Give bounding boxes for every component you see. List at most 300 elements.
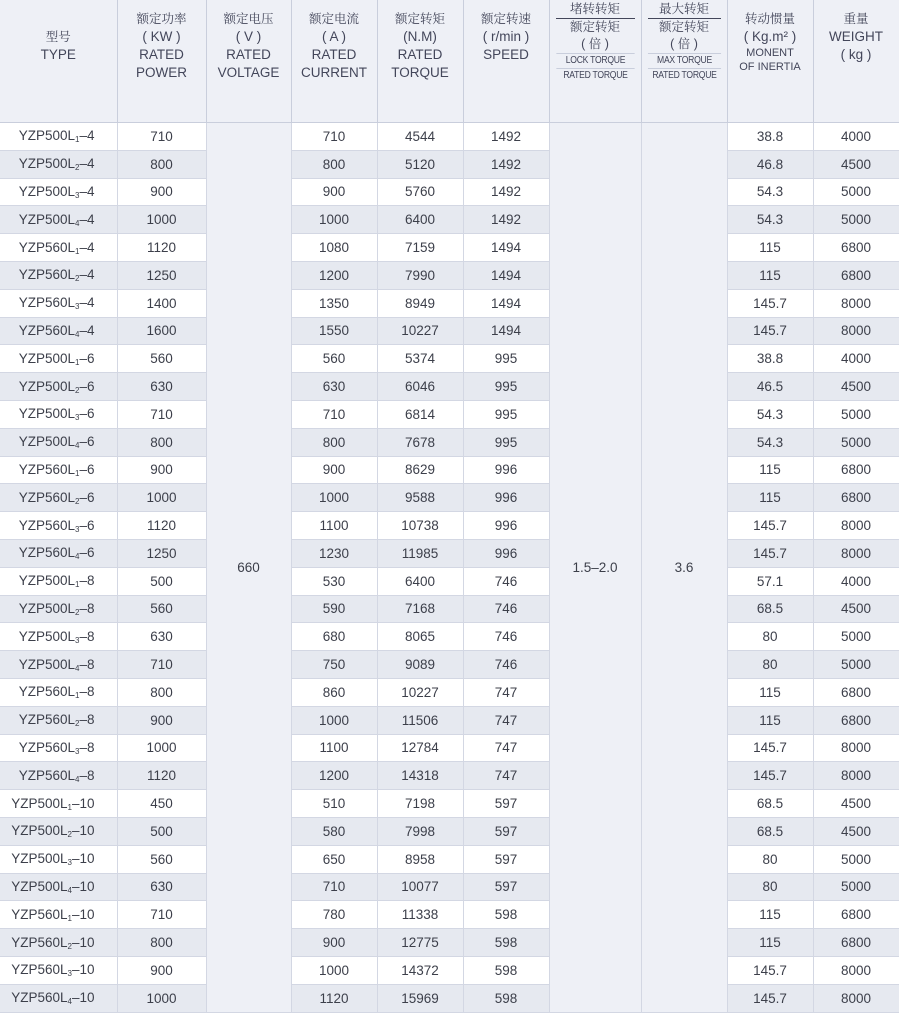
header-current-cn: 额定电流: [308, 12, 359, 26]
model-subscript: 2: [75, 274, 80, 284]
weight-cell: 8000: [813, 289, 899, 317]
model-prefix: YZP500L: [18, 573, 76, 589]
header-torque-cn: 额定转矩: [394, 12, 445, 26]
weight-cell: 5000: [813, 400, 899, 428]
model-suffix: –10: [71, 878, 95, 894]
current-cell: 590: [291, 595, 377, 623]
weight-cell: 8000: [813, 762, 899, 790]
model-subscript: 1: [75, 246, 80, 256]
model-suffix: –8: [79, 628, 95, 644]
power-cell: 900: [117, 956, 206, 984]
torque-cell: 11985: [377, 539, 463, 567]
speed-cell: 1494: [463, 234, 549, 262]
torque-cell: 11506: [377, 706, 463, 734]
current-cell: 900: [291, 456, 377, 484]
model-cell: [0, 678, 117, 706]
header-current: [291, 0, 377, 123]
weight-cell: 8000: [813, 984, 899, 1012]
model-subscript: 1: [75, 580, 80, 590]
header-max-ratio-en1: MAX TORQUE: [647, 53, 720, 68]
table-row: [0, 706, 899, 734]
model-cell: [0, 206, 117, 234]
model-cell: [0, 373, 117, 401]
model-cell: [0, 178, 117, 206]
torque-cell: 7168: [377, 595, 463, 623]
table-row: [0, 123, 899, 151]
header-voltage-en2: VOLTAGE: [217, 65, 280, 80]
header-speed-unit: ( r/min ): [482, 29, 530, 44]
model-suffix: –4: [79, 128, 95, 144]
power-cell: 1600: [117, 317, 206, 345]
model-cell: [0, 317, 117, 345]
power-cell: 1250: [117, 261, 206, 289]
weight-cell: 6800: [813, 706, 899, 734]
model-prefix: YZP560L: [18, 767, 76, 783]
table-row: [0, 512, 899, 540]
inertia-cell: 145.7: [727, 317, 813, 345]
current-cell: 1200: [291, 261, 377, 289]
torque-cell: 14372: [377, 956, 463, 984]
table-row: [0, 790, 899, 818]
inertia-cell: 80: [727, 623, 813, 651]
inertia-cell: 80: [727, 845, 813, 873]
table-row: [0, 678, 899, 706]
speed-cell: 598: [463, 956, 549, 984]
current-cell: 860: [291, 678, 377, 706]
weight-cell: 6800: [813, 234, 899, 262]
speed-cell: 1492: [463, 123, 549, 151]
header-lock-ratio-bottom: 额定转矩: [556, 18, 635, 35]
table-row: [0, 595, 899, 623]
speed-cell: 597: [463, 817, 549, 845]
model-prefix: YZP500L: [18, 406, 76, 422]
table-row: [0, 150, 899, 178]
weight-cell: 5000: [813, 623, 899, 651]
current-cell: 710: [291, 400, 377, 428]
model-suffix: –8: [79, 712, 95, 728]
current-cell: 1100: [291, 512, 377, 540]
model-prefix: YZP500L: [11, 795, 68, 811]
model-subscript: 3: [75, 413, 80, 423]
inertia-cell: 145.7: [727, 734, 813, 762]
inertia-cell: 145.7: [727, 762, 813, 790]
power-cell: 1120: [117, 234, 206, 262]
power-cell: 1000: [117, 206, 206, 234]
table-row: [0, 623, 899, 651]
model-suffix: –8: [79, 684, 95, 700]
model-prefix: YZP500L: [18, 156, 76, 172]
model-suffix: –4: [79, 156, 95, 172]
table-row: [0, 539, 899, 567]
speed-cell: 1492: [463, 178, 549, 206]
power-cell: 710: [117, 400, 206, 428]
inertia-cell: 115: [727, 929, 813, 957]
header-voltage: [206, 0, 291, 123]
table-row: [0, 956, 899, 984]
power-cell: 1250: [117, 539, 206, 567]
table-row: [0, 261, 899, 289]
inertia-cell: 115: [727, 484, 813, 512]
max-ratio-cell: 3.6: [641, 123, 727, 1013]
model-suffix: –4: [79, 183, 95, 199]
model-prefix: YZP500L: [11, 851, 68, 867]
weight-cell: 6800: [813, 929, 899, 957]
power-cell: 710: [117, 651, 206, 679]
model-prefix: YZP500L: [18, 434, 76, 450]
torque-cell: 5120: [377, 150, 463, 178]
header-speed: [463, 0, 549, 123]
model-prefix: YZP560L: [18, 545, 76, 561]
current-cell: 1000: [291, 484, 377, 512]
table-row: [0, 845, 899, 873]
current-cell: 680: [291, 623, 377, 651]
inertia-cell: 145.7: [727, 984, 813, 1012]
speed-cell: 1492: [463, 206, 549, 234]
model-subscript: 4: [67, 885, 72, 895]
model-cell: [0, 984, 117, 1012]
model-prefix: YZP560L: [18, 739, 76, 755]
torque-cell: 8065: [377, 623, 463, 651]
weight-cell: 4000: [813, 345, 899, 373]
torque-cell: 12784: [377, 734, 463, 762]
header-weight-unit: ( kg ): [840, 47, 872, 62]
model-cell: [0, 428, 117, 456]
model-prefix: YZP500L: [18, 628, 76, 644]
speed-cell: 996: [463, 539, 549, 567]
model-suffix: –6: [79, 434, 95, 450]
model-subscript: 1: [75, 135, 80, 145]
model-subscript: 2: [75, 163, 80, 173]
model-suffix: –6: [79, 545, 95, 561]
model-prefix: YZP560L: [18, 322, 76, 338]
header-max-ratio-top: 最大转矩: [658, 2, 709, 16]
lock-ratio-cell: 1.5–2.0: [549, 123, 641, 1013]
current-cell: 650: [291, 845, 377, 873]
table-row: [0, 400, 899, 428]
power-cell: 800: [117, 428, 206, 456]
inertia-cell: 54.3: [727, 428, 813, 456]
inertia-cell: 115: [727, 706, 813, 734]
speed-cell: 995: [463, 373, 549, 401]
model-cell: [0, 929, 117, 957]
model-suffix: –6: [79, 489, 95, 505]
header-max-ratio-unit: ( 倍 ): [670, 37, 698, 51]
model-suffix: –8: [79, 656, 95, 672]
power-cell: 450: [117, 790, 206, 818]
current-cell: 560: [291, 345, 377, 373]
table-row: [0, 873, 899, 901]
torque-cell: 8629: [377, 456, 463, 484]
model-subscript: 1: [75, 691, 80, 701]
weight-cell: 5000: [813, 845, 899, 873]
model-cell: [0, 456, 117, 484]
weight-cell: 5000: [813, 651, 899, 679]
torque-cell: 7198: [377, 790, 463, 818]
power-cell: 1000: [117, 734, 206, 762]
power-cell: 900: [117, 706, 206, 734]
model-prefix: YZP560L: [18, 489, 76, 505]
model-subscript: 3: [75, 302, 80, 312]
torque-cell: 8949: [377, 289, 463, 317]
header-lock-ratio-en2: RATED TORQUE: [556, 68, 634, 83]
power-cell: 560: [117, 345, 206, 373]
header-lock-ratio-unit: ( 倍 ): [581, 37, 609, 51]
current-cell: 1230: [291, 539, 377, 567]
model-subscript: 2: [75, 719, 80, 729]
header-inertia-en2: OF INERTIA: [739, 61, 801, 73]
current-cell: 1550: [291, 317, 377, 345]
weight-cell: 6800: [813, 901, 899, 929]
model-suffix: –6: [79, 406, 95, 422]
header-weight-cn: 重量: [843, 12, 869, 26]
inertia-cell: 38.8: [727, 123, 813, 151]
current-cell: 800: [291, 428, 377, 456]
current-cell: 750: [291, 651, 377, 679]
weight-cell: 4000: [813, 123, 899, 151]
model-prefix: YZP560L: [11, 934, 68, 950]
header-voltage-en1: RATED: [226, 47, 271, 62]
model-suffix: –8: [79, 739, 95, 755]
inertia-cell: 145.7: [727, 539, 813, 567]
model-cell: [0, 150, 117, 178]
power-cell: 500: [117, 817, 206, 845]
power-cell: 800: [117, 150, 206, 178]
header-inertia-unit: ( Kg.m² ): [743, 29, 797, 44]
weight-cell: 8000: [813, 539, 899, 567]
model-subscript: 3: [75, 524, 80, 534]
model-prefix: YZP560L: [11, 906, 68, 922]
weight-cell: 4500: [813, 150, 899, 178]
model-cell: [0, 261, 117, 289]
model-prefix: YZP500L: [18, 600, 76, 616]
model-prefix: YZP500L: [11, 878, 68, 894]
weight-cell: 4000: [813, 567, 899, 595]
table-row: [0, 289, 899, 317]
model-prefix: YZP560L: [18, 461, 76, 477]
model-suffix: –4: [79, 211, 95, 227]
power-cell: 800: [117, 929, 206, 957]
model-cell: [0, 539, 117, 567]
speed-cell: 747: [463, 706, 549, 734]
model-suffix: –4: [79, 239, 95, 255]
weight-cell: 8000: [813, 956, 899, 984]
model-suffix: –10: [71, 795, 95, 811]
speed-cell: 598: [463, 901, 549, 929]
inertia-cell: 54.3: [727, 178, 813, 206]
torque-cell: 7159: [377, 234, 463, 262]
torque-cell: 11338: [377, 901, 463, 929]
model-prefix: YZP500L: [18, 656, 76, 672]
table-row: [0, 234, 899, 262]
model-prefix: YZP500L: [11, 823, 68, 839]
model-subscript: 4: [75, 441, 80, 451]
model-suffix: –10: [71, 990, 95, 1006]
model-prefix: YZP560L: [18, 684, 76, 700]
torque-cell: 6400: [377, 567, 463, 595]
speed-cell: 746: [463, 623, 549, 651]
power-cell: 1120: [117, 762, 206, 790]
header-power-en2: POWER: [135, 65, 187, 80]
header-max-ratio: [641, 0, 727, 123]
table-row: [0, 929, 899, 957]
torque-cell: 5760: [377, 178, 463, 206]
model-subscript: 3: [75, 635, 80, 645]
inertia-cell: 115: [727, 234, 813, 262]
model-suffix: –8: [79, 573, 95, 589]
weight-cell: 4500: [813, 373, 899, 401]
model-subscript: 4: [75, 329, 80, 339]
model-suffix: –8: [79, 600, 95, 616]
model-suffix: –6: [79, 378, 95, 394]
inertia-cell: 145.7: [727, 289, 813, 317]
speed-cell: 996: [463, 484, 549, 512]
header-power-cn: 额定功率: [136, 12, 187, 26]
model-prefix: YZP560L: [18, 239, 76, 255]
weight-cell: 6800: [813, 678, 899, 706]
inertia-cell: 54.3: [727, 206, 813, 234]
model-subscript: 2: [75, 385, 80, 395]
torque-cell: 6046: [377, 373, 463, 401]
current-cell: 580: [291, 817, 377, 845]
header-voltage-unit: ( V ): [235, 29, 262, 44]
table-row: [0, 206, 899, 234]
model-cell: [0, 400, 117, 428]
power-cell: 900: [117, 178, 206, 206]
torque-cell: 14318: [377, 762, 463, 790]
table-row: [0, 373, 899, 401]
model-subscript: 1: [75, 357, 80, 367]
weight-cell: 6800: [813, 261, 899, 289]
header-current-en1: RATED: [311, 47, 357, 62]
inertia-cell: 80: [727, 873, 813, 901]
table-row: [0, 567, 899, 595]
model-cell: [0, 595, 117, 623]
torque-cell: 9089: [377, 651, 463, 679]
table-row: [0, 651, 899, 679]
power-cell: 1120: [117, 512, 206, 540]
model-cell: [0, 706, 117, 734]
header-torque-en2: TORQUE: [391, 65, 449, 80]
model-suffix: –10: [71, 962, 95, 978]
header-max-ratio-bottom: 额定转矩: [648, 18, 721, 35]
header-power-unit: ( KW ): [142, 29, 181, 44]
speed-cell: 1494: [463, 317, 549, 345]
header-current-unit: ( A ): [321, 29, 346, 44]
model-subscript: 4: [75, 663, 80, 673]
model-cell: [0, 901, 117, 929]
model-subscript: 3: [67, 858, 72, 868]
power-cell: 710: [117, 123, 206, 151]
power-cell: 630: [117, 873, 206, 901]
power-cell: 630: [117, 373, 206, 401]
current-cell: 710: [291, 123, 377, 151]
inertia-cell: 145.7: [727, 956, 813, 984]
table-row: [0, 456, 899, 484]
model-subscript: 2: [75, 496, 80, 506]
weight-cell: 4500: [813, 790, 899, 818]
power-cell: 900: [117, 456, 206, 484]
header-weight: [813, 0, 899, 123]
speed-cell: 747: [463, 678, 549, 706]
table-row: [0, 428, 899, 456]
table-row: [0, 484, 899, 512]
model-suffix: –4: [79, 295, 95, 311]
model-prefix: YZP560L: [18, 295, 76, 311]
header-inertia: [727, 0, 813, 123]
torque-cell: 7990: [377, 261, 463, 289]
speed-cell: 1492: [463, 150, 549, 178]
weight-cell: 8000: [813, 317, 899, 345]
header-voltage-cn: 额定电压: [223, 12, 274, 26]
torque-cell: 4544: [377, 123, 463, 151]
model-cell: [0, 817, 117, 845]
model-prefix: YZP560L: [11, 990, 68, 1006]
table-row: [0, 762, 899, 790]
header-current-en2: CURRENT: [301, 65, 367, 80]
model-subscript: 2: [75, 607, 80, 617]
power-cell: 1000: [117, 484, 206, 512]
model-suffix: –10: [71, 823, 95, 839]
speed-cell: 746: [463, 595, 549, 623]
power-cell: 800: [117, 678, 206, 706]
model-cell: [0, 567, 117, 595]
weight-cell: 6800: [813, 484, 899, 512]
current-cell: 630: [291, 373, 377, 401]
model-prefix: YZP500L: [18, 350, 76, 366]
header-inertia-en1: MONENT: [746, 47, 794, 59]
current-cell: 530: [291, 567, 377, 595]
model-subscript: 4: [75, 552, 80, 562]
model-suffix: –4: [79, 267, 95, 283]
current-cell: 900: [291, 178, 377, 206]
model-subscript: 1: [75, 468, 80, 478]
speed-cell: 747: [463, 734, 549, 762]
model-cell: [0, 234, 117, 262]
inertia-cell: 145.7: [727, 512, 813, 540]
torque-cell: 6400: [377, 206, 463, 234]
model-cell: [0, 651, 117, 679]
inertia-cell: 38.8: [727, 345, 813, 373]
table-row: [0, 817, 899, 845]
model-cell: [0, 734, 117, 762]
header-max-ratio-en2: RATED TORQUE: [647, 68, 720, 83]
weight-cell: 6800: [813, 456, 899, 484]
model-prefix: YZP500L: [18, 183, 76, 199]
model-cell: [0, 289, 117, 317]
current-cell: 1350: [291, 289, 377, 317]
inertia-cell: 54.3: [727, 400, 813, 428]
header-type: [0, 0, 117, 123]
inertia-cell: 46.5: [727, 373, 813, 401]
model-cell: [0, 623, 117, 651]
inertia-cell: 68.5: [727, 790, 813, 818]
model-subscript: 3: [67, 969, 72, 979]
speed-cell: 996: [463, 456, 549, 484]
model-subscript: 4: [75, 774, 80, 784]
inertia-cell: 46.8: [727, 150, 813, 178]
model-suffix: –4: [79, 322, 95, 338]
model-subscript: 4: [67, 997, 72, 1007]
model-subscript: 3: [75, 746, 80, 756]
speed-cell: 996: [463, 512, 549, 540]
current-cell: 510: [291, 790, 377, 818]
current-cell: 1080: [291, 234, 377, 262]
current-cell: 1120: [291, 984, 377, 1012]
power-cell: 1000: [117, 984, 206, 1012]
model-subscript: 1: [67, 913, 72, 923]
header-power-en1: RATED: [139, 47, 184, 62]
header-torque-en1: RATED: [397, 47, 443, 62]
